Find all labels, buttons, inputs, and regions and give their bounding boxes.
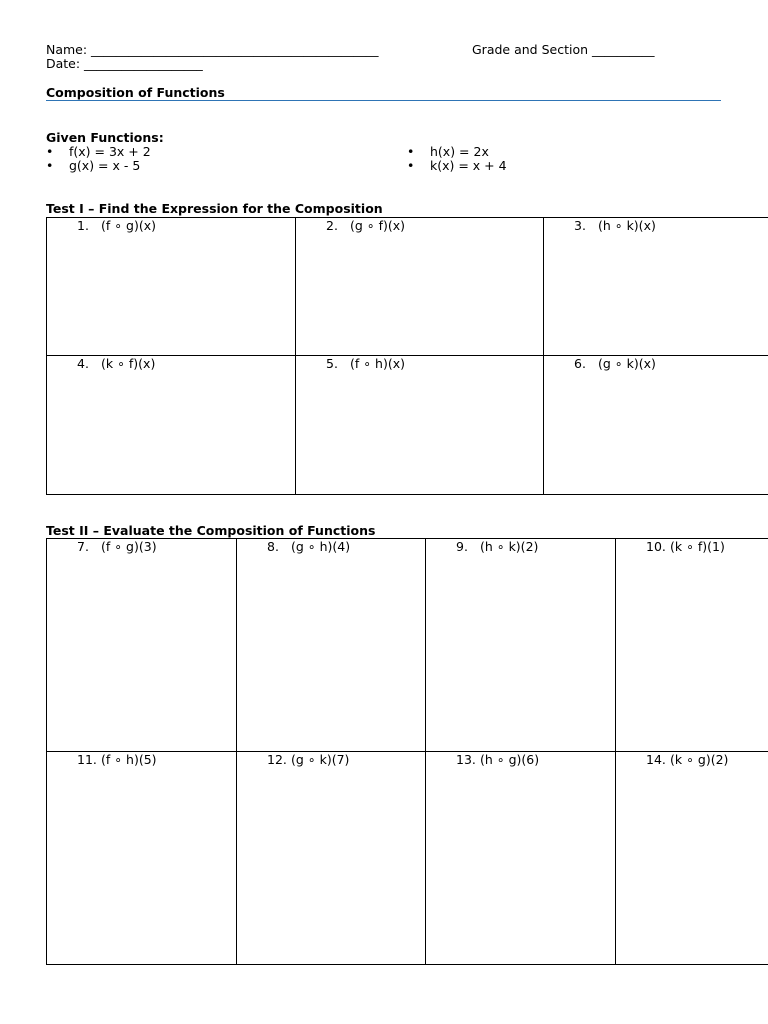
function-f-text: f(x) = 3x + 2 (69, 144, 151, 159)
given-functions-heading: Given Functions: (46, 130, 164, 145)
test2-grid (46, 538, 768, 965)
answer-box[interactable] (47, 539, 237, 752)
function-g-text: g(x) = x - 5 (69, 158, 141, 173)
problem-label: 9. (h ∘ k)(2) (456, 539, 539, 554)
answer-box[interactable] (616, 539, 768, 752)
answer-box[interactable] (544, 356, 768, 495)
answer-box[interactable] (47, 356, 296, 495)
grade-section-field[interactable]: Grade and Section __________ (472, 42, 655, 57)
problem-label: 8. (g ∘ h)(4) (267, 539, 351, 554)
answer-box[interactable] (47, 218, 296, 356)
answer-box[interactable] (296, 218, 544, 356)
problem-label: 2. (g ∘ f)(x) (326, 218, 406, 233)
function-h (407, 145, 489, 159)
answer-box[interactable] (544, 218, 768, 356)
answer-box[interactable] (237, 752, 426, 965)
problem-label: 4. (k ∘ f)(x) (77, 356, 156, 371)
bullet-icon: • (407, 144, 415, 159)
problem-label: 11. (f ∘ h)(5) (77, 752, 157, 767)
answer-box[interactable] (426, 752, 616, 965)
function-k-text: k(x) = x + 4 (430, 158, 507, 173)
test1-heading: Test I – Find the Expression for the Composition (46, 201, 383, 216)
bullet-icon: • (407, 158, 415, 173)
problem-label: 13. (h ∘ g)(6) (456, 752, 540, 767)
problem-label: 7. (f ∘ g)(3) (77, 539, 157, 554)
problem-label: 3. (h ∘ k)(x) (574, 218, 656, 233)
function-k (407, 159, 507, 173)
date-field[interactable]: Date: ___________________ (46, 56, 203, 71)
worksheet-title: Composition of Functions (46, 85, 225, 100)
answer-box[interactable] (47, 752, 237, 965)
problem-label: 14. (k ∘ g)(2) (646, 752, 729, 767)
answer-box[interactable] (426, 539, 616, 752)
name-field[interactable]: Name: ______________________________________________ (46, 42, 379, 57)
function-h-text: h(x) = 2x (430, 144, 489, 159)
problem-label: 1. (f ∘ g)(x) (77, 218, 157, 233)
answer-box[interactable] (616, 752, 768, 965)
bullet-icon: • (46, 144, 54, 159)
answer-box[interactable] (296, 356, 544, 495)
function-f (46, 145, 151, 159)
bullet-icon: • (46, 158, 54, 173)
test2-heading: Test II – Evaluate the Composition of Functions (46, 523, 376, 538)
test1-grid (46, 217, 768, 495)
problem-label: 10. (k ∘ f)(1) (646, 539, 725, 554)
function-g (46, 159, 140, 173)
title-divider (46, 100, 721, 101)
problem-label: 6. (g ∘ k)(x) (574, 356, 656, 371)
answer-box[interactable] (237, 539, 426, 752)
problem-label: 12. (g ∘ k)(7) (267, 752, 350, 767)
problem-label: 5. (f ∘ h)(x) (326, 356, 405, 371)
